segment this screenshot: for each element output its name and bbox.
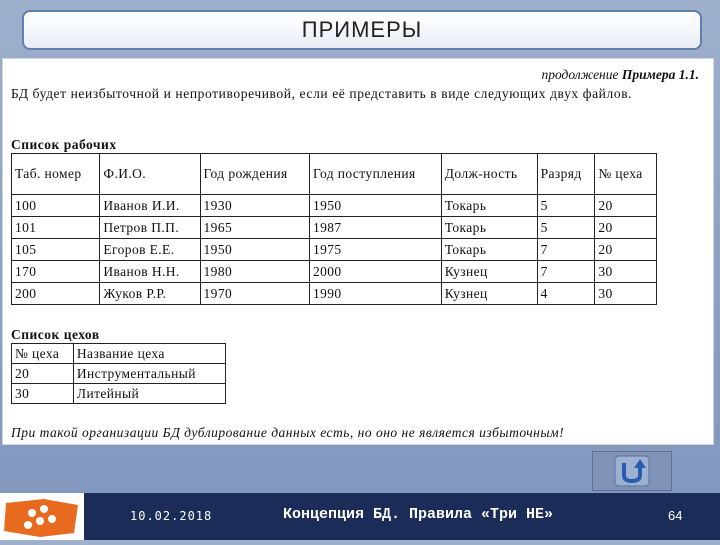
table-cell: Кузнец [441, 283, 537, 305]
table-header-row [12, 344, 226, 364]
table-cell: Иванов И.И. [100, 195, 200, 217]
intro-text: БД будет неизбыточной и непротиворечивой, если её представить в виде следующих двух файлов. [11, 86, 633, 101]
slide-content [2, 58, 714, 445]
table-cell: 1950 [200, 239, 309, 261]
logo [0, 493, 84, 540]
table-cell: Инструментальный [73, 364, 225, 384]
table-cell: 170 [12, 261, 100, 283]
table-cell: Жуков Р.Р. [100, 283, 200, 305]
column-header: Разряд [537, 154, 595, 195]
column-header: Год рождения [200, 154, 309, 195]
table-cell: 20 [595, 195, 657, 217]
continuation-prefix: продолжение [541, 67, 622, 82]
table-cell: 2000 [309, 261, 441, 283]
table-cell: 30 [595, 261, 657, 283]
column-header: Ф.И.О. [100, 154, 200, 195]
column-header: Таб. номер [12, 154, 100, 195]
table-cell: 1975 [309, 239, 441, 261]
slide-title-bar [22, 10, 702, 50]
page-number: 64 [668, 508, 683, 523]
workers-table [11, 153, 657, 305]
conclusion-text: При такой организации БД дублирование данных есть, но оно не является избыточным! [11, 425, 565, 440]
table-row [12, 217, 657, 239]
table-cell: 30 [595, 283, 657, 305]
table-row [12, 195, 657, 217]
column-header: № цеха [595, 154, 657, 195]
table-cell: 1930 [200, 195, 309, 217]
logo-icon [0, 493, 84, 540]
table-cell: 5 [537, 217, 595, 239]
table-cell: 1990 [309, 283, 441, 305]
continuation-note [541, 67, 699, 83]
table-cell: 7 [537, 261, 595, 283]
table-row [12, 384, 226, 404]
table-cell: 200 [12, 283, 100, 305]
table-cell: 1950 [309, 195, 441, 217]
continuation-example: Примера 1.1. [621, 67, 699, 82]
table-cell: 1965 [200, 217, 309, 239]
table-cell: 20 [12, 364, 74, 384]
table-cell: 30 [12, 384, 74, 404]
workers-title: Список рабочих [11, 137, 117, 152]
table-cell: Кузнец [441, 261, 537, 283]
return-arrow-icon [614, 455, 650, 487]
shops-table [11, 343, 226, 404]
table-cell: 1980 [200, 261, 309, 283]
slide-title: ПРИМЕРЫ [301, 17, 423, 42]
table-cell: Иванов Н.Н. [100, 261, 200, 283]
table-cell: 101 [12, 217, 100, 239]
column-header: Долж-ность [441, 154, 537, 195]
table-row [12, 239, 657, 261]
table-header-row [12, 154, 657, 195]
table-row [12, 261, 657, 283]
table-cell: 20 [595, 217, 657, 239]
column-header: Название цеха [73, 344, 225, 364]
table-cell: 1970 [200, 283, 309, 305]
table-cell: 1987 [309, 217, 441, 239]
table-cell: 4 [537, 283, 595, 305]
shops-title: Список цехов [11, 327, 100, 342]
column-header: Год поступления [309, 154, 441, 195]
table-cell: 5 [537, 195, 595, 217]
table-cell: Петров П.П. [100, 217, 200, 239]
footer-date: 10.02.2018 [130, 509, 213, 523]
table-cell: 7 [537, 239, 595, 261]
table-cell: 100 [12, 195, 100, 217]
column-header: № цеха [12, 344, 74, 364]
table-cell: 20 [595, 239, 657, 261]
table-cell: Литейный [73, 384, 225, 404]
table-row [12, 283, 657, 305]
table-cell: Токарь [441, 239, 537, 261]
table-cell: Егоров Е.Е. [100, 239, 200, 261]
table-row [12, 364, 226, 384]
footer-title: Концепция БД. Правила «Три НЕ» [283, 506, 554, 523]
table-cell: Токарь [441, 217, 537, 239]
table-cell: 105 [12, 239, 100, 261]
table-cell: Токарь [441, 195, 537, 217]
return-button[interactable] [592, 451, 672, 491]
